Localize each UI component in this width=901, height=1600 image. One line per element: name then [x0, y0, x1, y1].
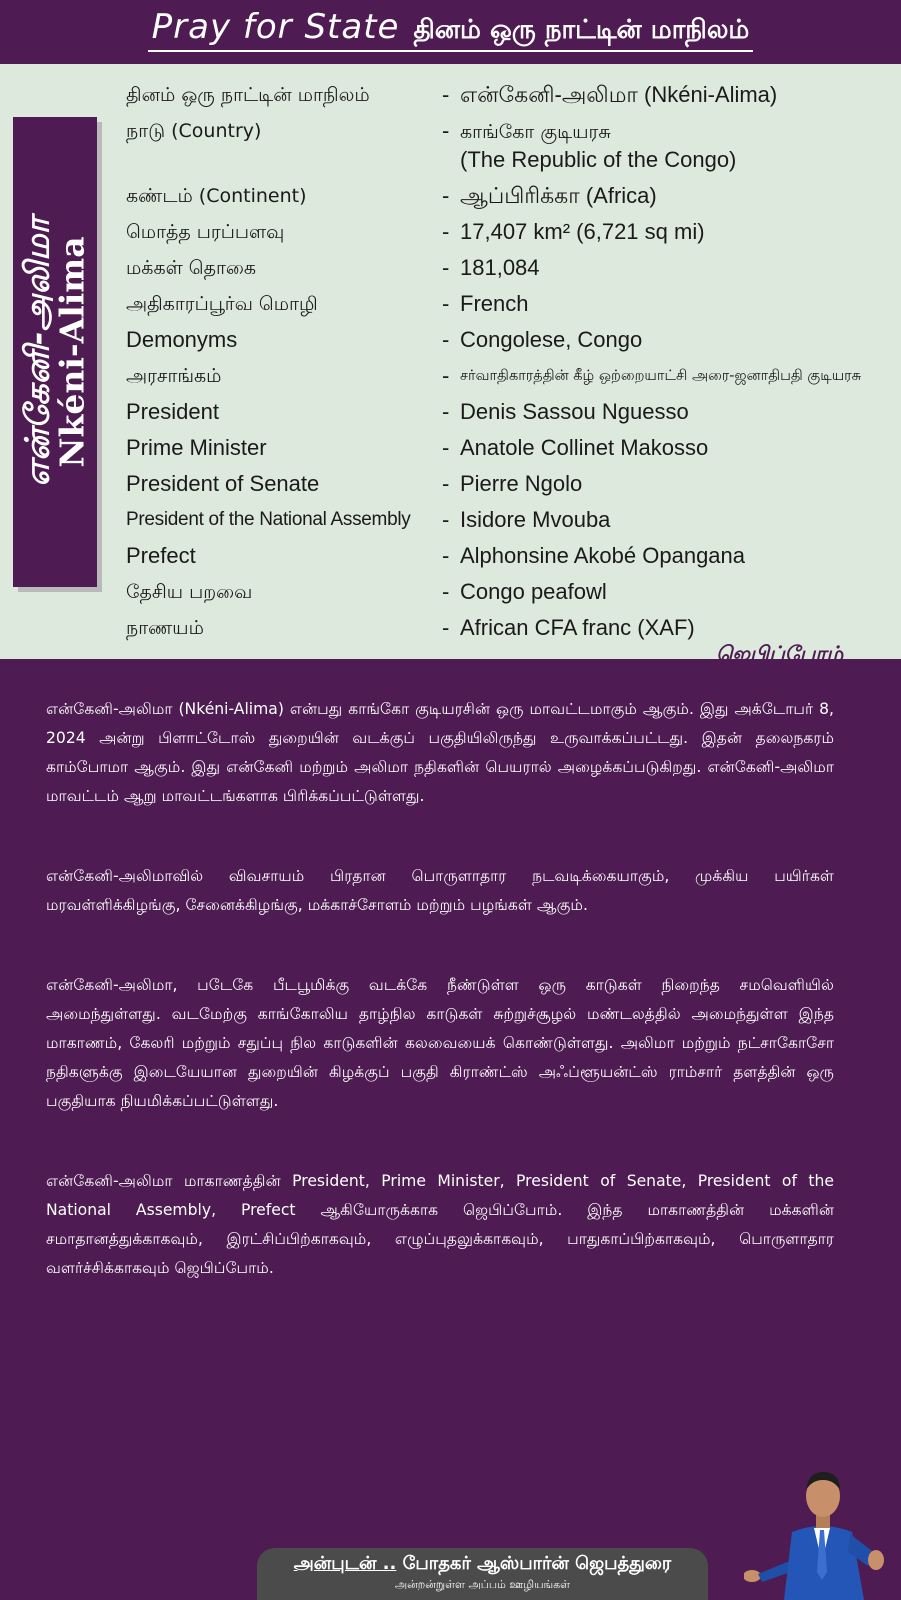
fact-value: சர்வாதிகாரத்தின் கீழ் ஒற்றையாட்சி அரை-ஜனாதிபதி குடியரசு: [460, 368, 862, 384]
fact-row: President of the National Assembly - Isidore Mvouba: [126, 502, 896, 538]
fact-label: தேசிய பறவை: [126, 581, 253, 603]
fact-value: 17,407 km² (6,721 sq mi): [460, 219, 705, 244]
footer-name: போதகர் ஆஸ்பார்ன் ஜெபத்துரை: [402, 1553, 672, 1574]
fact-row: President of Senate - Pierre Ngolo: [126, 466, 896, 502]
fact-value: Alphonsine Akobé Opangana: [460, 543, 746, 568]
fact-row: அரசாங்கம் - சர்வாதிகாரத்தின் கீழ் ஒற்றையாட்சி அரை-ஜனாதிபதி குடியரசு: [126, 358, 896, 394]
fact-value: காங்கோ குடியரசு (The Republic of the Congo): [460, 121, 737, 172]
state-name-banner: [13, 117, 97, 587]
fact-value: French: [460, 291, 529, 316]
fact-row: President - Denis Sassou Nguesso: [126, 394, 896, 430]
fact-label: நாணயம்: [126, 617, 204, 639]
pastor-photo: [744, 1462, 901, 1600]
fact-label: நாடு (Country): [126, 120, 262, 142]
fact-row: தேசிய பறவை - Congo peafowl: [126, 574, 896, 610]
paragraph: என்கேனி-அலிமா மாகாணத்தின் President, Prime Minister, President of Senate, President of the National Assembly, Prefect ஆகியோருக்காக ஜெபிப்போம். இந்த மாகாணத்தின் மக்களின் சமாதானத்துக்காகவும், இரட்சிப்பிற்காகவும், எழுப்புதலுக்காகவும், பாதுகாப்பிற்காகவும், பொருளாதார வளர்ச்சிக்காகவும் ஜெபிப்போம்.: [46, 1172, 834, 1277]
page-header: [0, 0, 901, 64]
facts-table: [126, 77, 896, 646]
fact-value: African CFA franc (XAF): [460, 615, 695, 640]
fact-value: Pierre Ngolo: [460, 471, 583, 496]
facts-panel: [0, 64, 901, 666]
state-name-tamil: என்கேனி-அலிமா: [17, 217, 57, 487]
fact-value: Congolese, Congo: [460, 327, 643, 352]
article-body: [46, 695, 834, 1283]
state-name-english: Nkéni-Alima: [52, 236, 91, 468]
fact-label: தினம் ஒரு நாட்டின் மாநிலம்: [126, 84, 370, 106]
paragraph: என்கேனி-அலிமா (Nkéni-Alima) என்பது காங்கோ குடியரசின் ஒரு மாவட்டமாகும் ஆகும். இது அக்டோபர் 8, 2024 அன்று பிளாட்டோஸ் துறையின் வடக்குப் பகுதியிலிருந்து உருவாக்கப்பட்டது. இதன் தலைநகரம் காம்போமா ஆகும். இது என்கேனி மற்றும் அலிமா நதிகளின் பெயரால் அழைக்கப்படுகிறது. என்கேனி-அலிமா மாவட்டம் ஆறு மாவட்டங்களாக பிரிக்கப்பட்டுள்ளது.: [46, 700, 834, 805]
fact-label: மொத்த பரப்பளவு: [126, 221, 285, 243]
footer-signature: [257, 1548, 708, 1600]
fact-row: மொத்த பரப்பளவு - 17,407 km² (6,721 sq mi): [126, 214, 896, 250]
paragraph: என்கேனி-அலிமா, படேகே பீடபூமிக்கு வடக்கே நீண்டுள்ள ஒரு காடுகள் நிறைந்த சமவெளியில் அமைந்துள்ளது. வடமேற்கு காங்கோலிய தாழ்நில காடுகள் சுற்றுச்சூழல் மண்டலத்தில் அமைந்துள்ள இந்த மாகாணம், கேலரி மற்றும் சதுப்பு நில காடுகளின் கலவையைக் கொண்டுள்ளது. அலிமா மற்றும் நட்சாகோசோ நதிகளுக்கு இடையேயான துறையின் கிழக்குப் பகுதி கிராண்ட்ஸ் அஃப்ளூயன்ட்ஸ் ராம்சார் தளத்தின் ஒரு பகுதியாக நியமிக்கப்பட்டுள்ளது.: [46, 976, 834, 1110]
page-title: [148, 7, 754, 52]
footer-prefix: அன்புடன் ..: [293, 1553, 397, 1574]
fact-value: Congo peafowl: [460, 579, 607, 604]
fact-row: Prefect - Alphonsine Akobé Opangana: [126, 538, 896, 574]
fact-value: ஆப்பிரிக்கா (Africa): [460, 183, 657, 208]
fact-row: நாணயம் - African CFA franc (XAF): [126, 610, 896, 646]
fact-value: Anatole Collinet Makosso: [460, 435, 709, 460]
fact-label: அதிகாரப்பூர்வ மொழி: [126, 293, 318, 315]
paragraph: என்கேனி-அலிமாவில் விவசாயம் பிரதான பொருளாதார நடவடிக்கையாகும், முக்கிய பயிர்கள் மரவள்ளிக்கிழங்கு, சேனைக்கிழங்கு, மக்காச்சோளம் மற்றும் பழங்கள் ஆகும்.: [46, 867, 834, 914]
fact-label: Demonyms: [126, 327, 238, 352]
fact-row: நாடு (Country) - காங்கோ குடியரசு (The Republic of the Congo): [126, 113, 896, 178]
fact-value: என்கேனி-அலிமா (Nkéni-Alima): [460, 82, 778, 107]
fact-value: Isidore Mvouba: [460, 507, 611, 532]
fact-row: கண்டம் (Continent) - ஆப்பிரிக்கா (Africa): [126, 178, 896, 214]
title-english: Pray for State: [151, 6, 400, 47]
fact-row: தினம் ஒரு நாட்டின் மாநிலம் - என்கேனி-அலிமா (Nkéni-Alima): [126, 77, 896, 113]
fact-label: President of Senate: [126, 471, 320, 496]
fact-label: Prime Minister: [126, 435, 267, 460]
fact-label: President: [126, 399, 219, 424]
fact-value: 181,084: [460, 255, 540, 280]
title-tamil: தினம் ஒரு நாட்டின் மாநிலம்: [413, 14, 750, 45]
fact-row: Prime Minister - Anatole Collinet Makosso: [126, 430, 896, 466]
pray-stamp: ஜெபிப்போம்: [712, 642, 847, 674]
fact-row: அதிகாரப்பூர்வ மொழி - French: [126, 286, 896, 322]
fact-label: கண்டம் (Continent): [126, 185, 307, 207]
fact-value: Denis Sassou Nguesso: [460, 399, 689, 424]
fact-label: President of the National Assembly: [126, 509, 411, 530]
fact-label: Prefect: [126, 543, 196, 568]
fact-row: Demonyms - Congolese, Congo: [126, 322, 896, 358]
fact-row: மக்கள் தொகை - 181,084: [126, 250, 896, 286]
fact-label: மக்கள் தொகை: [126, 257, 257, 279]
fact-label: அரசாங்கம்: [126, 365, 222, 387]
footer-ministry: அன்றன்றுள்ள அப்பம் ஊழியங்கள்: [394, 1578, 571, 1591]
